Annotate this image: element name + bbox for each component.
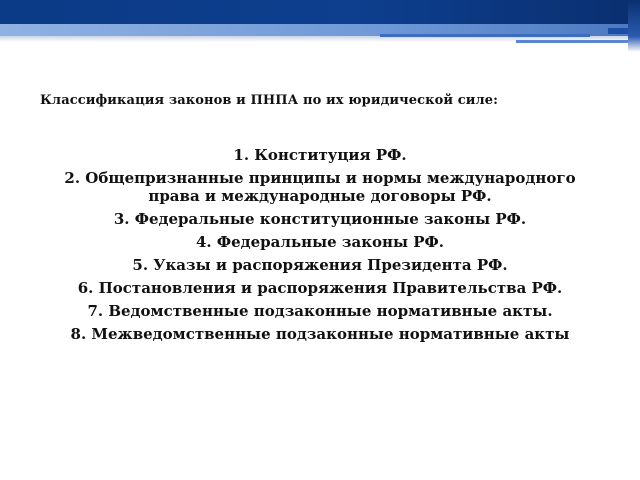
slide-title: Классификация законов и ПНПА по их юридической силе: [40,93,499,108]
classification-list [56,146,584,348]
list-item: 8. Межведомственные подзаконные нормативные акты [70,325,570,343]
list-item: 7. Ведомственные подзаконные нормативные акты. [87,302,553,320]
list-item: 6. Постановления и распоряжения Правительства РФ. [77,279,563,297]
header-decoration [0,0,640,52]
header-stripe [380,34,590,37]
list-item: 4. Федеральные законы РФ. [195,233,445,251]
list-item: 1. Конституция РФ. [233,146,407,164]
header-corner-accent [628,0,640,52]
list-item: 5. Указы и распоряжения Президента РФ. [132,256,508,274]
list-item: 2. Общепризнанные принципы и нормы международного права и международные договоры РФ. [64,169,576,205]
header-band-dark [0,0,640,24]
list-item: 3. Федеральные конституционные законы РФ. [113,210,527,228]
header-stripe [516,40,628,43]
